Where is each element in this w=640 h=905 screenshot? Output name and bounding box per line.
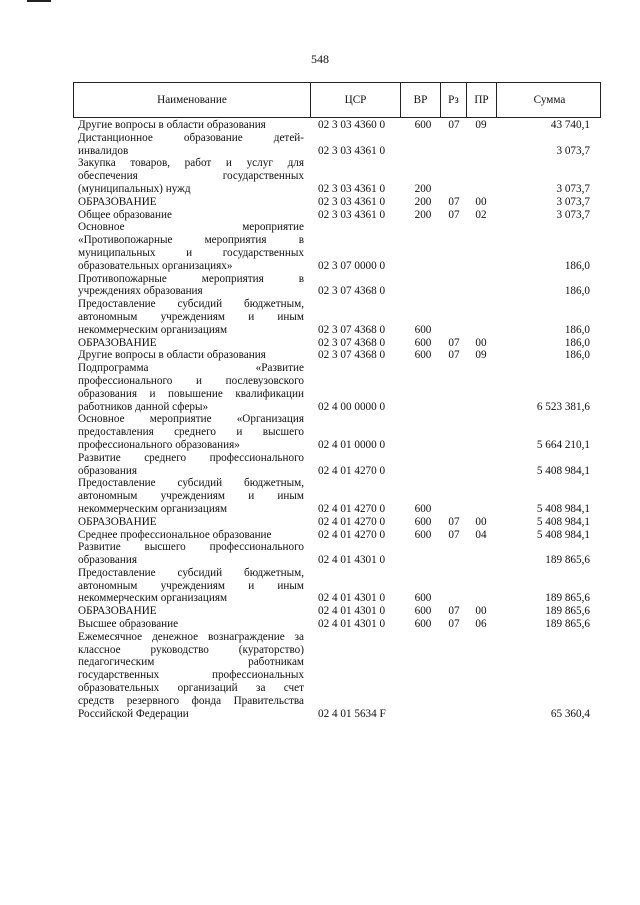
header-name: Наименование (157, 94, 227, 106)
row-vr: 600 (414, 119, 432, 131)
table-row (0, 337, 640, 350)
row-csr: 02 3 07 4368 0 (318, 336, 386, 349)
table-row (0, 452, 640, 478)
header-csr: ЦСР (310, 83, 400, 117)
row-name-line: работников данной сферы» (78, 400, 209, 413)
table-row (0, 529, 640, 542)
row-sum: 189 865,6 (545, 592, 590, 605)
row-name (78, 337, 304, 350)
row-name-line: некоммерческим организациям (78, 323, 228, 336)
row-name-line: (муниципальных) нужд (78, 182, 191, 195)
row-sum: 3 073,7 (556, 182, 590, 195)
row-vr: 600 (414, 515, 432, 528)
row-name-line: «Противопожарные мероприятия в (78, 234, 304, 247)
row-name-line: Предоставление субсидий бюджетным, (78, 298, 304, 311)
row-sum: 5 664 210,1 (536, 438, 590, 451)
row-name (78, 541, 304, 567)
row-name-line: Противопожарные мероприятия в (78, 272, 304, 285)
table-row (0, 132, 640, 158)
row-name-line: автономным учреждениям и иным (78, 579, 304, 592)
row-vr: 200 (414, 208, 432, 221)
row-sum: 186,0 (564, 336, 590, 349)
row-name-line: профессионального и послевузовского (78, 374, 304, 387)
row-name-line: государственных профессиональных (78, 669, 304, 682)
row-pr: 00 (475, 515, 487, 528)
top-edge-mark (27, 0, 51, 2)
row-name (78, 209, 304, 222)
row-rz: 07 (448, 208, 460, 221)
row-name-line: Основное мероприятие «Организация (78, 413, 304, 426)
row-csr: 02 4 01 5634 F (318, 707, 386, 720)
row-name-line: образовательных организациях» (78, 259, 233, 272)
row-vr: 600 (414, 528, 432, 541)
row-pr: 09 (475, 349, 487, 362)
row-csr: 02 3 03 4361 0 (318, 144, 386, 157)
row-name (78, 567, 304, 605)
table-header (73, 82, 601, 118)
row-vr: 600 (414, 323, 432, 336)
row-name (78, 349, 304, 362)
row-sum: 43 740,1 (550, 119, 590, 131)
row-vr: 600 (414, 349, 432, 362)
row-name-line: профессионального образования» (78, 438, 240, 451)
row-name-line: ОБРАЗОВАНИЕ (78, 515, 157, 528)
row-name (78, 529, 304, 542)
page-number: 548 (311, 52, 329, 66)
row-csr: 02 3 07 0000 0 (318, 259, 386, 272)
table-row (0, 516, 640, 529)
row-csr: 02 3 03 4361 0 (318, 182, 386, 195)
row-pr: 00 (475, 605, 487, 618)
row-name-line: Развитие среднего профессионального (78, 451, 304, 464)
row-sum: 186,0 (564, 285, 590, 298)
row-rz: 07 (448, 336, 460, 349)
row-pr: 02 (475, 208, 487, 221)
row-name-line: Другие вопросы в области образования (78, 119, 266, 131)
table-row (0, 362, 640, 413)
row-name (78, 631, 304, 721)
table-row (0, 298, 640, 336)
row-sum: 189 865,6 (545, 554, 590, 567)
row-csr: 02 3 07 4368 0 (318, 349, 386, 362)
row-name-line: Подпрограмма «Развитие (78, 362, 304, 375)
row-sum: 186,0 (564, 349, 590, 362)
row-sum: 189 865,6 (545, 605, 590, 618)
row-csr: 02 4 01 4301 0 (318, 554, 386, 567)
row-name-line: муниципальных и государственных (78, 246, 304, 259)
row-csr: 02 4 01 4270 0 (318, 515, 386, 528)
row-name (78, 605, 304, 618)
row-vr: 200 (414, 182, 432, 195)
row-name-line: Развитие высшего профессионального (78, 541, 304, 554)
row-name-line: образования и повышение квалификации (78, 387, 304, 400)
row-name-line: Российской Федерации (78, 707, 189, 720)
row-name-line: автономным учреждениям и иным (78, 310, 304, 323)
table-row (0, 477, 640, 515)
row-name (78, 273, 304, 299)
row-name (78, 477, 304, 515)
table-row (0, 605, 640, 618)
row-csr: 02 4 01 0000 0 (318, 438, 386, 451)
row-sum: 5 408 984,1 (536, 464, 590, 477)
row-name-line: образования (78, 464, 138, 477)
row-name (78, 221, 304, 272)
row-name-line: Предоставление субсидий бюджетным, (78, 477, 304, 490)
table-row (0, 196, 640, 209)
row-sum: 186,0 (564, 323, 590, 336)
row-sum: 186,0 (564, 259, 590, 272)
row-pr: 06 (475, 618, 487, 631)
row-csr: 02 4 01 4270 0 (318, 528, 386, 541)
header-rz: Рз (440, 83, 466, 117)
row-name (78, 362, 304, 413)
row-csr: 02 3 03 4360 0 (318, 119, 386, 131)
row-csr: 02 4 00 0000 0 (318, 400, 386, 413)
row-csr: 02 4 01 4301 0 (318, 605, 386, 618)
row-name (78, 452, 304, 478)
row-csr: 02 4 01 4301 0 (318, 592, 386, 605)
row-sum: 5 408 984,1 (536, 502, 590, 515)
row-name (78, 516, 304, 529)
table-row (0, 349, 640, 362)
header-pr: ПР (466, 83, 496, 117)
row-csr: 02 4 01 4270 0 (318, 464, 386, 477)
row-name-line: некоммерческим организациям (78, 592, 228, 605)
row-csr: 02 3 03 4361 0 (318, 195, 386, 208)
row-csr: 02 4 01 4301 0 (318, 618, 386, 631)
row-vr: 600 (414, 592, 432, 605)
row-csr: 02 3 07 4368 0 (318, 323, 386, 336)
row-name-line: педагогическим работникам (78, 656, 304, 669)
table-row (0, 618, 640, 631)
row-name-line: Дистанционное образование детей- (78, 131, 304, 144)
row-name-line: ОБРАЗОВАНИЕ (78, 195, 157, 208)
row-name-line: учреждениях образования (78, 285, 203, 298)
row-csr: 02 3 03 4361 0 (318, 208, 386, 221)
row-rz: 07 (448, 515, 460, 528)
row-rz: 07 (448, 605, 460, 618)
row-name (78, 119, 304, 132)
header-sum: Сумма (496, 83, 602, 117)
row-name (78, 157, 304, 195)
table-row (0, 209, 640, 222)
row-name-line: некоммерческим организациям (78, 502, 228, 515)
row-sum: 6 523 381,6 (536, 400, 590, 413)
row-name-line: Предоставление субсидий бюджетным, (78, 566, 304, 579)
row-name-line: предоставления среднего и высшего (78, 426, 304, 439)
table-row (0, 631, 640, 721)
row-rz: 07 (448, 349, 460, 362)
row-rz: 07 (448, 618, 460, 631)
row-name-line: обеспечения государственных (78, 170, 304, 183)
row-sum: 5 408 984,1 (536, 515, 590, 528)
row-name-line: Основное мероприятие (78, 221, 304, 234)
row-name-line: Закупка товаров, работ и услуг для (78, 157, 304, 170)
table-row (0, 157, 640, 195)
row-pr: 00 (475, 195, 487, 208)
table-row (0, 273, 640, 299)
row-sum: 65 360,4 (550, 707, 590, 720)
row-pr: 00 (475, 336, 487, 349)
table-row (0, 119, 640, 132)
row-name-line: Другие вопросы в области образования (78, 349, 266, 362)
row-csr: 02 4 01 4270 0 (318, 502, 386, 515)
row-sum: 3 073,7 (556, 208, 590, 221)
row-name-line: Среднее профессиональное образование (78, 528, 272, 541)
table-body (0, 119, 640, 720)
row-vr: 600 (414, 502, 432, 515)
row-sum: 5 408 984,1 (536, 528, 590, 541)
row-pr: 09 (475, 119, 487, 131)
row-vr: 600 (414, 336, 432, 349)
header-vr: ВР (400, 83, 440, 117)
row-rz: 07 (448, 528, 460, 541)
row-name (78, 196, 304, 209)
table-row (0, 221, 640, 272)
row-name-line: ОБРАЗОВАНИЕ (78, 336, 157, 349)
row-name-line: ОБРАЗОВАНИЕ (78, 605, 157, 618)
row-csr: 02 3 07 4368 0 (318, 285, 386, 298)
row-name-line: автономным учреждениям и иным (78, 490, 304, 503)
row-name-line: образовательных организаций за счет (78, 682, 304, 695)
row-name-line: образования (78, 554, 138, 567)
row-pr: 04 (475, 528, 487, 541)
row-rz: 07 (448, 195, 460, 208)
row-sum: 3 073,7 (556, 195, 590, 208)
row-name-line: Ежемесячное денежное вознаграждение за (78, 630, 304, 643)
row-name (78, 618, 304, 631)
row-vr: 200 (414, 195, 432, 208)
row-name (78, 413, 304, 451)
table-row (0, 567, 640, 605)
row-rz: 07 (448, 119, 460, 131)
table-row (0, 413, 640, 451)
row-name (78, 298, 304, 336)
row-name-line: классное руководство (кураторство) (78, 643, 304, 656)
row-name-line: Высшее образование (78, 618, 179, 631)
row-vr: 600 (414, 618, 432, 631)
row-name-line: инвалидов (78, 144, 129, 157)
table-row (0, 541, 640, 567)
row-name (78, 132, 304, 158)
row-name-line: Общее образование (78, 208, 172, 221)
row-sum: 3 073,7 (556, 144, 590, 157)
row-name-line: средств резервного фонда Правительства (78, 694, 304, 707)
row-vr: 600 (414, 605, 432, 618)
row-sum: 189 865,6 (545, 618, 590, 631)
